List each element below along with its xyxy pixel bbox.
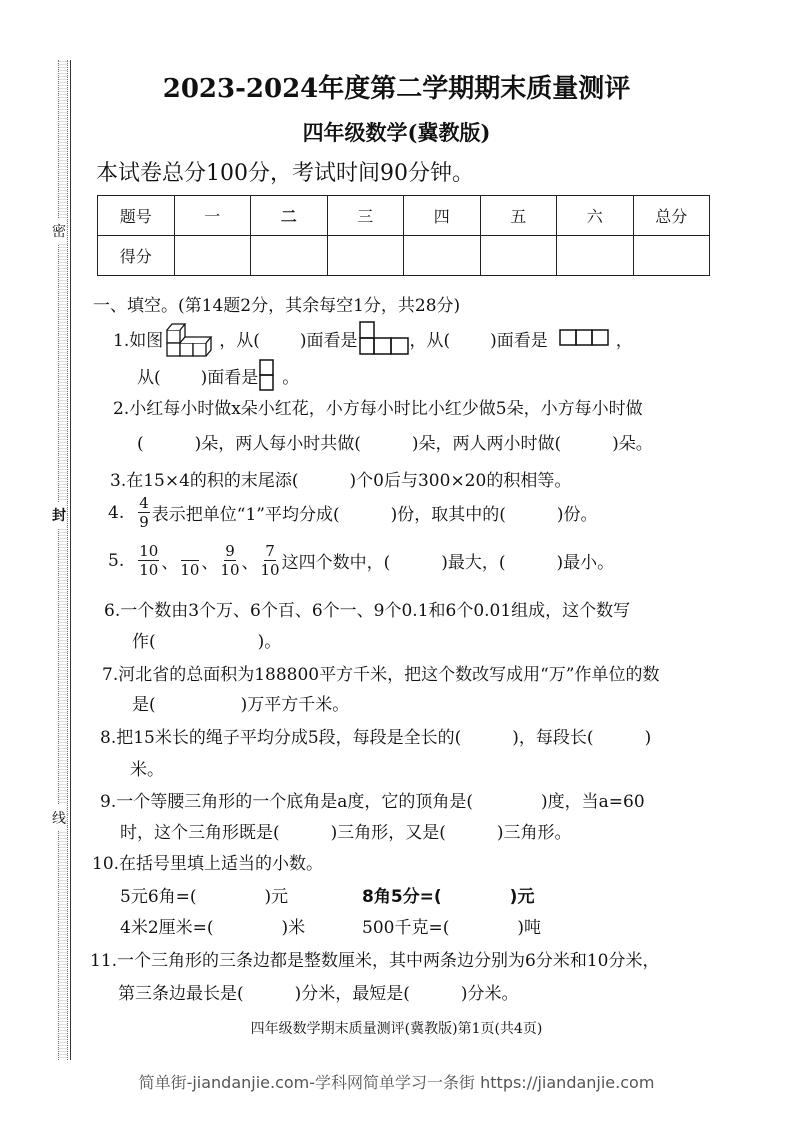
- question-9-line1: 9.一个等腰三角形的一个底角是a度，它的顶角是( )度，当a=60: [100, 792, 645, 812]
- binding-line: [70, 60, 71, 1060]
- front-view-figure: [358, 320, 410, 356]
- fraction: $\frac{7}{10}$: [260, 542, 280, 579]
- separator: 、: [201, 553, 219, 573]
- q1-text: )面看是: [299, 330, 358, 351]
- score-table-score-row: [98, 236, 710, 276]
- header-cell: 四: [404, 196, 481, 236]
- question-8-line2: 米。: [130, 760, 164, 780]
- q10-item: 4米2厘米=( )米: [120, 918, 306, 938]
- fraction-4-9: $\frac{4}{9}$: [139, 494, 149, 531]
- question-4: [108, 494, 598, 531]
- question-10-heading: 10.在括号里填上适当的小数。: [92, 854, 324, 874]
- page-subtitle: 四年级数学(冀教版): [302, 120, 491, 145]
- side-view-figure: [558, 328, 610, 348]
- question-1-line2: [137, 358, 299, 392]
- question-9-line2: 时，这个三角形既是( )三角形，又是( )三角形。: [120, 823, 572, 843]
- seal-label-mi: 密: [52, 218, 66, 244]
- header-cell: 题号: [98, 196, 175, 236]
- score-cell[interactable]: [327, 236, 404, 276]
- q1-text: ，: [615, 330, 633, 351]
- page-title: 2023-2024年度第二学期期末质量测评: [162, 74, 631, 104]
- page-footer: 四年级数学期末质量测评(冀教版)第1页(共4页): [250, 1021, 543, 1037]
- header-cell: 六: [557, 196, 634, 236]
- q1-text: ，从(: [219, 330, 260, 351]
- question-7-line1: 7.河北省的总面积为188800平方千米，把这个数改写成用“万”作单位的数: [102, 665, 660, 685]
- q5-text: 这四个数中，( )最大，( )最小。: [281, 553, 615, 573]
- exam-intro: 本试卷总分100分，考试时间90分钟。: [96, 161, 474, 186]
- score-table: [97, 195, 710, 276]
- score-cell[interactable]: [557, 236, 634, 276]
- q1-text: 1.如图: [113, 330, 164, 351]
- q1-text: )面看是: [490, 330, 548, 351]
- question-2-line1: 2.小红每小时做x朵小红花，小方每小时比小红少做5朵，小方每小时做: [113, 399, 643, 419]
- fraction: $\frac{10}{10}$: [139, 542, 159, 579]
- header-cell: 一: [174, 196, 251, 236]
- question-11-line1: 11.一个三角形的三条边都是整数厘米，其中两条边分别为6分米和10分米，: [90, 951, 660, 971]
- cube-stack-figure: [163, 318, 219, 358]
- q10-item: 5元6角=( )元: [120, 887, 289, 907]
- question-6-line1: 6.一个数由3个万、6个百、6个一、9个0.1和6个0.01组成，这个数写: [104, 601, 631, 621]
- score-cell[interactable]: [404, 236, 481, 276]
- q5-number: 5.: [108, 550, 125, 571]
- q10-item: 8角5分=( )元: [362, 887, 535, 907]
- question-11-line2: 第三条边最长是( )分米，最短是( )分米。: [118, 984, 519, 1004]
- section-heading: 一、填空。(第14题2分，其余每空1分，共28分): [93, 296, 461, 316]
- question-5: [108, 542, 614, 579]
- q4-number: 4.: [108, 502, 125, 523]
- question-3: 3.在15×4的积的末尾添( )个0后与300×20的积相等。: [110, 471, 572, 491]
- header-cell: 二: [251, 196, 328, 236]
- watermark-text: 简单街-jiandanjie.com-学科网简单学习一条街 https://jiandanjie.com: [138, 1073, 655, 1092]
- question-8-line1: 8.把15米长的绳子平均分成5段，每段是全长的( )，每段长( ): [100, 728, 652, 748]
- q1-text: 从(: [137, 367, 161, 388]
- header-cell: 五: [480, 196, 557, 236]
- q1-text: )面看是: [200, 367, 259, 388]
- binding-strip: [58, 60, 68, 1060]
- score-cell[interactable]: [251, 236, 328, 276]
- question-2-line2: ( )朵，两人每小时共做( )朵，两人两小时做( )朵。: [137, 434, 653, 454]
- question-6-line2: 作( )。: [132, 632, 282, 652]
- row-label: 得分: [98, 236, 175, 276]
- question-7-line2: 是( )万平方千米。: [132, 695, 350, 715]
- score-cell[interactable]: [633, 236, 710, 276]
- fraction: 10: [180, 542, 199, 579]
- score-cell[interactable]: [174, 236, 251, 276]
- seal-label-feng: 封: [52, 502, 66, 528]
- header-cell: 三: [327, 196, 404, 236]
- seal-label-xian: 线: [52, 805, 66, 831]
- separator: 、: [241, 553, 259, 573]
- top-view-figure: [258, 358, 276, 392]
- score-cell[interactable]: [480, 236, 557, 276]
- q10-item: 500千克=( )吨: [362, 918, 541, 938]
- q1-text: ，从(: [409, 330, 451, 351]
- q1-text: 。: [282, 367, 300, 388]
- q4-text: 表示把单位“1”平均分成( )份，取其中的( )份。: [151, 505, 598, 525]
- question-1-line1: [113, 318, 633, 358]
- score-table-header-row: [98, 196, 710, 236]
- fraction: $\frac{9}{10}$: [220, 542, 240, 579]
- header-cell: 总分: [633, 196, 710, 236]
- separator: 、: [161, 553, 179, 573]
